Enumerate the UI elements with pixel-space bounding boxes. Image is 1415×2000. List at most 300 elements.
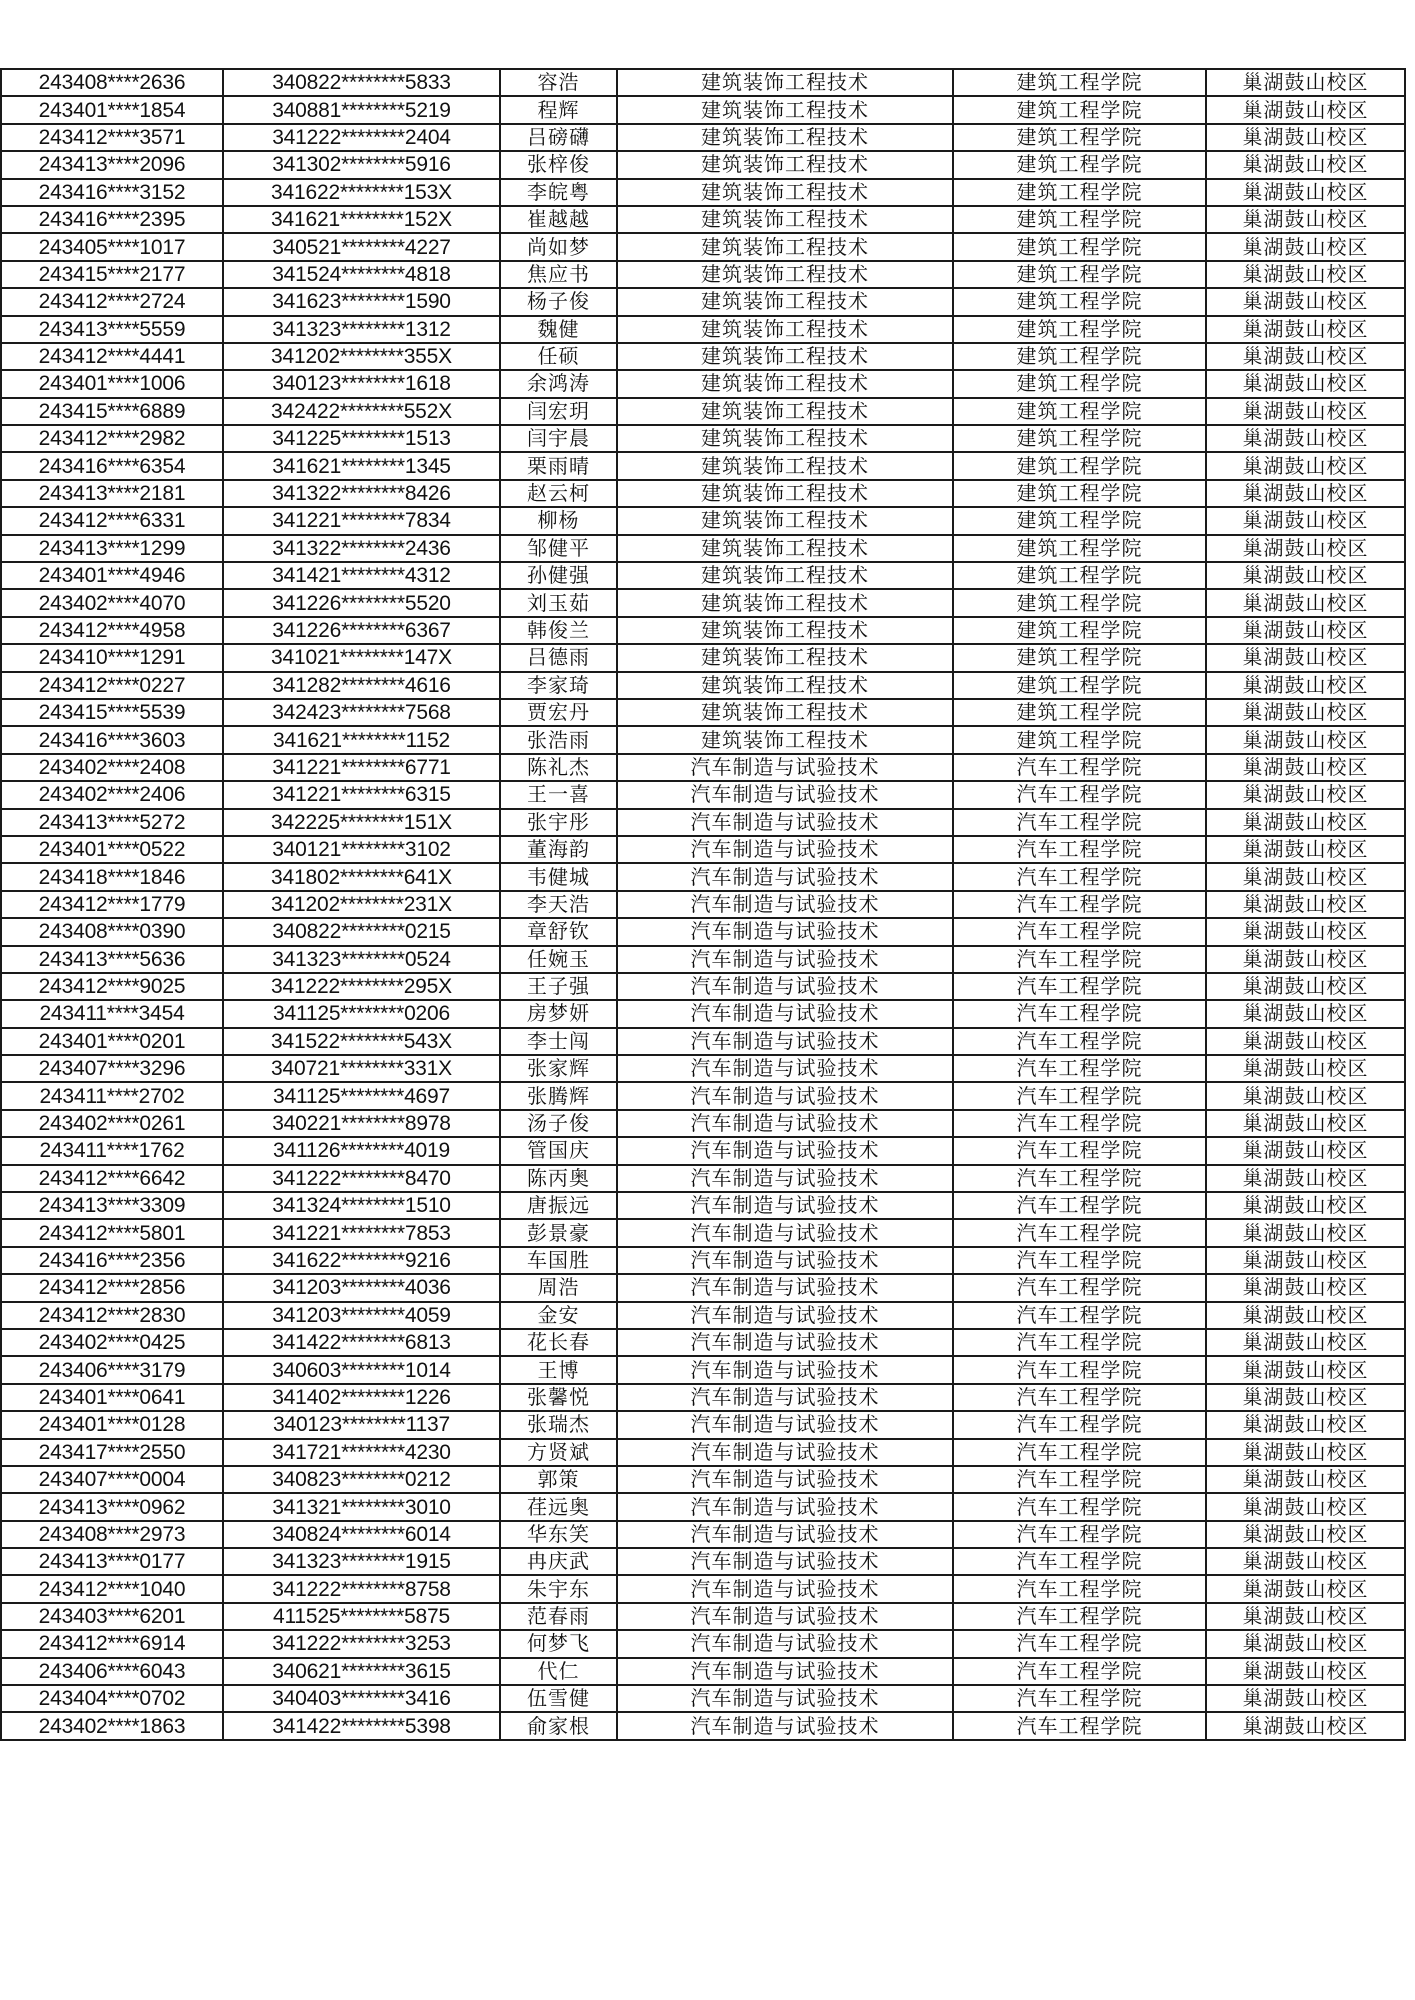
exam-number-cell: 243410****1291 [1, 644, 223, 671]
major-cell: 汽车制造与试验技术 [617, 1082, 953, 1109]
major-cell: 建筑装饰工程技术 [617, 507, 953, 534]
name-cell: 董海韵 [500, 836, 617, 863]
table-row [1, 1274, 1405, 1301]
name-cell: 任硕 [500, 343, 617, 370]
major-cell: 建筑装饰工程技术 [617, 206, 953, 233]
campus-cell: 巢湖鼓山校区 [1206, 1411, 1405, 1438]
campus-cell: 巢湖鼓山校区 [1206, 1493, 1405, 1520]
exam-number-cell: 243413****2096 [1, 151, 223, 178]
id-number-cell: 341321********3010 [223, 1493, 500, 1520]
college-cell: 汽车工程学院 [953, 1575, 1206, 1602]
name-cell: 杨子俊 [500, 288, 617, 315]
exam-number-cell: 243412****2856 [1, 1274, 223, 1301]
id-number-cell: 341222********8758 [223, 1575, 500, 1602]
exam-number-cell: 243416****3152 [1, 179, 223, 206]
table-row [1, 1575, 1405, 1602]
exam-number-cell: 243413****0962 [1, 1493, 223, 1520]
table-row [1, 699, 1405, 726]
name-cell: 闫宏玥 [500, 398, 617, 425]
college-cell: 建筑工程学院 [953, 316, 1206, 343]
college-cell: 汽车工程学院 [953, 1411, 1206, 1438]
id-number-cell: 340881********5219 [223, 96, 500, 123]
name-cell: 魏健 [500, 316, 617, 343]
id-number-cell: 341126********4019 [223, 1137, 500, 1164]
name-cell: 贾宏丹 [500, 699, 617, 726]
table-row [1, 288, 1405, 315]
table-row [1, 535, 1405, 562]
name-cell: 吕德雨 [500, 644, 617, 671]
campus-cell: 巢湖鼓山校区 [1206, 480, 1405, 507]
id-number-cell: 341225********1513 [223, 425, 500, 452]
campus-cell: 巢湖鼓山校区 [1206, 1247, 1405, 1274]
table-row [1, 69, 1405, 96]
major-cell: 建筑装饰工程技术 [617, 151, 953, 178]
college-cell: 汽车工程学院 [953, 836, 1206, 863]
exam-number-cell: 243402****0261 [1, 1110, 223, 1137]
name-cell: 王博 [500, 1356, 617, 1383]
id-number-cell: 340403********3416 [223, 1685, 500, 1712]
college-cell: 建筑工程学院 [953, 672, 1206, 699]
major-cell: 建筑装饰工程技术 [617, 124, 953, 151]
exam-number-cell: 243415****2177 [1, 261, 223, 288]
campus-cell: 巢湖鼓山校区 [1206, 1685, 1405, 1712]
campus-cell: 巢湖鼓山校区 [1206, 261, 1405, 288]
id-number-cell: 341322********8426 [223, 480, 500, 507]
table-row [1, 1302, 1405, 1329]
college-cell: 建筑工程学院 [953, 398, 1206, 425]
name-cell: 冉庆武 [500, 1548, 617, 1575]
name-cell: 金安 [500, 1302, 617, 1329]
id-number-cell: 341221********7834 [223, 507, 500, 534]
college-cell: 建筑工程学院 [953, 507, 1206, 534]
major-cell: 建筑装饰工程技术 [617, 370, 953, 397]
name-cell: 陈礼杰 [500, 754, 617, 781]
campus-cell: 巢湖鼓山校区 [1206, 699, 1405, 726]
exam-number-cell: 243413****1299 [1, 535, 223, 562]
major-cell: 汽车制造与试验技术 [617, 1219, 953, 1246]
student-list-table [0, 68, 1406, 1741]
table-row [1, 617, 1405, 644]
major-cell: 汽车制造与试验技术 [617, 1603, 953, 1630]
id-number-cell: 341422********5398 [223, 1712, 500, 1739]
exam-number-cell: 243401****0522 [1, 836, 223, 863]
table-row [1, 343, 1405, 370]
campus-cell: 巢湖鼓山校区 [1206, 507, 1405, 534]
campus-cell: 巢湖鼓山校区 [1206, 1137, 1405, 1164]
exam-number-cell: 243412****6642 [1, 1165, 223, 1192]
college-cell: 汽车工程学院 [953, 1329, 1206, 1356]
name-cell: 张浩雨 [500, 726, 617, 753]
name-cell: 柳杨 [500, 507, 617, 534]
campus-cell: 巢湖鼓山校区 [1206, 1110, 1405, 1137]
college-cell: 建筑工程学院 [953, 179, 1206, 206]
id-number-cell: 341202********355X [223, 343, 500, 370]
exam-number-cell: 243403****6201 [1, 1603, 223, 1630]
campus-cell: 巢湖鼓山校区 [1206, 96, 1405, 123]
exam-number-cell: 243401****1854 [1, 96, 223, 123]
campus-cell: 巢湖鼓山校区 [1206, 1521, 1405, 1548]
table-row [1, 233, 1405, 260]
campus-cell: 巢湖鼓山校区 [1206, 644, 1405, 671]
exam-number-cell: 243412****4441 [1, 343, 223, 370]
college-cell: 汽车工程学院 [953, 1274, 1206, 1301]
campus-cell: 巢湖鼓山校区 [1206, 1028, 1405, 1055]
campus-cell: 巢湖鼓山校区 [1206, 863, 1405, 890]
campus-cell: 巢湖鼓山校区 [1206, 1384, 1405, 1411]
table-row [1, 1192, 1405, 1219]
college-cell: 汽车工程学院 [953, 1439, 1206, 1466]
name-cell: 闫宇晨 [500, 425, 617, 452]
college-cell: 汽车工程学院 [953, 1192, 1206, 1219]
college-cell: 建筑工程学院 [953, 151, 1206, 178]
id-number-cell: 340121********3102 [223, 836, 500, 863]
name-cell: 朱宇东 [500, 1575, 617, 1602]
campus-cell: 巢湖鼓山校区 [1206, 398, 1405, 425]
table-row [1, 946, 1405, 973]
major-cell: 建筑装饰工程技术 [617, 96, 953, 123]
table-row [1, 644, 1405, 671]
campus-cell: 巢湖鼓山校区 [1206, 1466, 1405, 1493]
name-cell: 韩俊兰 [500, 617, 617, 644]
name-cell: 章舒钦 [500, 918, 617, 945]
exam-number-cell: 243415****6889 [1, 398, 223, 425]
table-row [1, 206, 1405, 233]
major-cell: 汽车制造与试验技术 [617, 918, 953, 945]
campus-cell: 巢湖鼓山校区 [1206, 809, 1405, 836]
table-row [1, 1082, 1405, 1109]
table-row [1, 754, 1405, 781]
id-number-cell: 341324********1510 [223, 1192, 500, 1219]
table-row [1, 1356, 1405, 1383]
college-cell: 建筑工程学院 [953, 124, 1206, 151]
table-row [1, 425, 1405, 452]
name-cell: 张宇彤 [500, 809, 617, 836]
name-cell: 管国庆 [500, 1137, 617, 1164]
table-row [1, 1165, 1405, 1192]
exam-number-cell: 243412****9025 [1, 973, 223, 1000]
table-row [1, 1329, 1405, 1356]
name-cell: 彭景豪 [500, 1219, 617, 1246]
id-number-cell: 340721********331X [223, 1055, 500, 1082]
college-cell: 汽车工程学院 [953, 1219, 1206, 1246]
campus-cell: 巢湖鼓山校区 [1206, 1712, 1405, 1739]
id-number-cell: 342225********151X [223, 809, 500, 836]
college-cell: 建筑工程学院 [953, 288, 1206, 315]
campus-cell: 巢湖鼓山校区 [1206, 370, 1405, 397]
table-row [1, 891, 1405, 918]
table-row [1, 1137, 1405, 1164]
name-cell: 张瑞杰 [500, 1411, 617, 1438]
name-cell: 车国胜 [500, 1247, 617, 1274]
name-cell: 任婉玉 [500, 946, 617, 973]
major-cell: 汽车制造与试验技术 [617, 1439, 953, 1466]
college-cell: 汽车工程学院 [953, 1055, 1206, 1082]
major-cell: 建筑装饰工程技术 [617, 672, 953, 699]
table-row [1, 1219, 1405, 1246]
id-number-cell: 341222********8470 [223, 1165, 500, 1192]
campus-cell: 巢湖鼓山校区 [1206, 425, 1405, 452]
exam-number-cell: 243413****5559 [1, 316, 223, 343]
major-cell: 汽车制造与试验技术 [617, 1247, 953, 1274]
exam-number-cell: 243413****0177 [1, 1548, 223, 1575]
major-cell: 建筑装饰工程技术 [617, 589, 953, 616]
table-row [1, 179, 1405, 206]
major-cell: 汽车制造与试验技术 [617, 1411, 953, 1438]
name-cell: 韦健城 [500, 863, 617, 890]
id-number-cell: 341402********1226 [223, 1384, 500, 1411]
table-row [1, 452, 1405, 479]
table-row [1, 1439, 1405, 1466]
exam-number-cell: 243416****3603 [1, 726, 223, 753]
major-cell: 建筑装饰工程技术 [617, 644, 953, 671]
exam-number-cell: 243407****0004 [1, 1466, 223, 1493]
exam-number-cell: 243412****5801 [1, 1219, 223, 1246]
id-number-cell: 341622********153X [223, 179, 500, 206]
id-number-cell: 341623********1590 [223, 288, 500, 315]
exam-number-cell: 243402****2408 [1, 754, 223, 781]
name-cell: 张馨悦 [500, 1384, 617, 1411]
exam-number-cell: 243412****0227 [1, 672, 223, 699]
major-cell: 建筑装饰工程技术 [617, 316, 953, 343]
major-cell: 汽车制造与试验技术 [617, 1548, 953, 1575]
exam-number-cell: 243412****6331 [1, 507, 223, 534]
college-cell: 建筑工程学院 [953, 535, 1206, 562]
name-cell: 邹健平 [500, 535, 617, 562]
campus-cell: 巢湖鼓山校区 [1206, 754, 1405, 781]
college-cell: 汽车工程学院 [953, 1165, 1206, 1192]
campus-cell: 巢湖鼓山校区 [1206, 124, 1405, 151]
exam-number-cell: 243408****2973 [1, 1521, 223, 1548]
name-cell: 李天浩 [500, 891, 617, 918]
id-number-cell: 340521********4227 [223, 233, 500, 260]
id-number-cell: 341222********3253 [223, 1630, 500, 1657]
table-row [1, 96, 1405, 123]
major-cell: 汽车制造与试验技术 [617, 1630, 953, 1657]
id-number-cell: 341421********4312 [223, 562, 500, 589]
exam-number-cell: 243401****0128 [1, 1411, 223, 1438]
table-row [1, 261, 1405, 288]
id-number-cell: 341621********1345 [223, 452, 500, 479]
campus-cell: 巢湖鼓山校区 [1206, 1274, 1405, 1301]
exam-number-cell: 243413****5272 [1, 809, 223, 836]
major-cell: 汽车制造与试验技术 [617, 1137, 953, 1164]
college-cell: 汽车工程学院 [953, 891, 1206, 918]
campus-cell: 巢湖鼓山校区 [1206, 206, 1405, 233]
major-cell: 汽车制造与试验技术 [617, 1384, 953, 1411]
id-number-cell: 341621********1152 [223, 726, 500, 753]
table-body [1, 69, 1405, 1740]
exam-number-cell: 243401****0641 [1, 1384, 223, 1411]
id-number-cell: 341202********231X [223, 891, 500, 918]
college-cell: 建筑工程学院 [953, 452, 1206, 479]
college-cell: 建筑工程学院 [953, 589, 1206, 616]
major-cell: 汽车制造与试验技术 [617, 754, 953, 781]
major-cell: 建筑装饰工程技术 [617, 452, 953, 479]
exam-number-cell: 243402****4070 [1, 589, 223, 616]
campus-cell: 巢湖鼓山校区 [1206, 233, 1405, 260]
id-number-cell: 341621********152X [223, 206, 500, 233]
id-number-cell: 341125********4697 [223, 1082, 500, 1109]
major-cell: 汽车制造与试验技术 [617, 1712, 953, 1739]
exam-number-cell: 243413****3309 [1, 1192, 223, 1219]
name-cell: 陈丙奥 [500, 1165, 617, 1192]
college-cell: 建筑工程学院 [953, 644, 1206, 671]
college-cell: 汽车工程学院 [953, 1000, 1206, 1027]
campus-cell: 巢湖鼓山校区 [1206, 1055, 1405, 1082]
major-cell: 汽车制造与试验技术 [617, 863, 953, 890]
exam-number-cell: 243411****1762 [1, 1137, 223, 1164]
name-cell: 范春雨 [500, 1603, 617, 1630]
college-cell: 汽车工程学院 [953, 1603, 1206, 1630]
campus-cell: 巢湖鼓山校区 [1206, 151, 1405, 178]
major-cell: 汽车制造与试验技术 [617, 1000, 953, 1027]
major-cell: 建筑装饰工程技术 [617, 288, 953, 315]
college-cell: 建筑工程学院 [953, 699, 1206, 726]
name-cell: 栗雨晴 [500, 452, 617, 479]
campus-cell: 巢湖鼓山校区 [1206, 617, 1405, 644]
id-number-cell: 341422********6813 [223, 1329, 500, 1356]
exam-number-cell: 243413****2181 [1, 480, 223, 507]
major-cell: 汽车制造与试验技术 [617, 891, 953, 918]
name-cell: 汤子俊 [500, 1110, 617, 1137]
college-cell: 汽车工程学院 [953, 1521, 1206, 1548]
exam-number-cell: 243412****1779 [1, 891, 223, 918]
exam-number-cell: 243405****1017 [1, 233, 223, 260]
major-cell: 汽车制造与试验技术 [617, 1274, 953, 1301]
exam-number-cell: 243402****1863 [1, 1712, 223, 1739]
table-row [1, 1466, 1405, 1493]
table-row [1, 1411, 1405, 1438]
college-cell: 汽车工程学院 [953, 918, 1206, 945]
name-cell: 华东笑 [500, 1521, 617, 1548]
college-cell: 汽车工程学院 [953, 1356, 1206, 1383]
id-number-cell: 341203********4036 [223, 1274, 500, 1301]
major-cell: 汽车制造与试验技术 [617, 1329, 953, 1356]
college-cell: 汽车工程学院 [953, 946, 1206, 973]
name-cell: 李皖粤 [500, 179, 617, 206]
name-cell: 焦应书 [500, 261, 617, 288]
exam-number-cell: 243416****2395 [1, 206, 223, 233]
name-cell: 张梓俊 [500, 151, 617, 178]
id-number-cell: 340621********3615 [223, 1658, 500, 1685]
major-cell: 建筑装饰工程技术 [617, 425, 953, 452]
college-cell: 汽车工程学院 [953, 1137, 1206, 1164]
college-cell: 建筑工程学院 [953, 425, 1206, 452]
name-cell: 容浩 [500, 69, 617, 96]
exam-number-cell: 243416****6354 [1, 452, 223, 479]
exam-number-cell: 243416****2356 [1, 1247, 223, 1274]
id-number-cell: 341802********641X [223, 863, 500, 890]
table-row [1, 672, 1405, 699]
college-cell: 汽车工程学院 [953, 1548, 1206, 1575]
college-cell: 建筑工程学院 [953, 69, 1206, 96]
college-cell: 建筑工程学院 [953, 617, 1206, 644]
exam-number-cell: 243412****2982 [1, 425, 223, 452]
table-row [1, 1548, 1405, 1575]
table-row [1, 1712, 1405, 1739]
table-row [1, 124, 1405, 151]
name-cell: 唐振远 [500, 1192, 617, 1219]
major-cell: 建筑装饰工程技术 [617, 535, 953, 562]
name-cell: 花长春 [500, 1329, 617, 1356]
table-row [1, 809, 1405, 836]
name-cell: 郭策 [500, 1466, 617, 1493]
id-number-cell: 340824********6014 [223, 1521, 500, 1548]
id-number-cell: 340123********1137 [223, 1411, 500, 1438]
id-number-cell: 341721********4230 [223, 1439, 500, 1466]
campus-cell: 巢湖鼓山校区 [1206, 316, 1405, 343]
id-number-cell: 340221********8978 [223, 1110, 500, 1137]
major-cell: 汽车制造与试验技术 [617, 836, 953, 863]
exam-number-cell: 243407****3296 [1, 1055, 223, 1082]
major-cell: 汽车制造与试验技术 [617, 781, 953, 808]
major-cell: 汽车制造与试验技术 [617, 809, 953, 836]
major-cell: 汽车制造与试验技术 [617, 1685, 953, 1712]
exam-number-cell: 243411****3454 [1, 1000, 223, 1027]
college-cell: 建筑工程学院 [953, 726, 1206, 753]
campus-cell: 巢湖鼓山校区 [1206, 891, 1405, 918]
major-cell: 汽车制造与试验技术 [617, 1165, 953, 1192]
exam-number-cell: 243406****6043 [1, 1658, 223, 1685]
college-cell: 建筑工程学院 [953, 233, 1206, 260]
id-number-cell: 341226********6367 [223, 617, 500, 644]
table-row [1, 1603, 1405, 1630]
exam-number-cell: 243402****2406 [1, 781, 223, 808]
campus-cell: 巢湖鼓山校区 [1206, 1329, 1405, 1356]
major-cell: 建筑装饰工程技术 [617, 233, 953, 260]
table-row [1, 316, 1405, 343]
table-row [1, 726, 1405, 753]
major-cell: 建筑装饰工程技术 [617, 562, 953, 589]
college-cell: 汽车工程学院 [953, 1466, 1206, 1493]
exam-number-cell: 243412****2724 [1, 288, 223, 315]
id-number-cell: 341323********1312 [223, 316, 500, 343]
name-cell: 方贤斌 [500, 1439, 617, 1466]
major-cell: 汽车制造与试验技术 [617, 1575, 953, 1602]
campus-cell: 巢湖鼓山校区 [1206, 1548, 1405, 1575]
campus-cell: 巢湖鼓山校区 [1206, 1082, 1405, 1109]
id-number-cell: 341226********5520 [223, 589, 500, 616]
name-cell: 崔越越 [500, 206, 617, 233]
exam-number-cell: 243413****5636 [1, 946, 223, 973]
exam-number-cell: 243401****0201 [1, 1028, 223, 1055]
name-cell: 周浩 [500, 1274, 617, 1301]
major-cell: 汽车制造与试验技术 [617, 1658, 953, 1685]
name-cell: 刘玉茹 [500, 589, 617, 616]
table-row [1, 151, 1405, 178]
college-cell: 汽车工程学院 [953, 1384, 1206, 1411]
campus-cell: 巢湖鼓山校区 [1206, 1219, 1405, 1246]
name-cell: 俞家根 [500, 1712, 617, 1739]
campus-cell: 巢湖鼓山校区 [1206, 343, 1405, 370]
id-number-cell: 341021********147X [223, 644, 500, 671]
id-number-cell: 340823********0212 [223, 1466, 500, 1493]
table-row [1, 918, 1405, 945]
major-cell: 建筑装饰工程技术 [617, 617, 953, 644]
exam-number-cell: 243412****1040 [1, 1575, 223, 1602]
college-cell: 汽车工程学院 [953, 973, 1206, 1000]
campus-cell: 巢湖鼓山校区 [1206, 179, 1405, 206]
campus-cell: 巢湖鼓山校区 [1206, 1000, 1405, 1027]
table-row [1, 1000, 1405, 1027]
name-cell: 王一喜 [500, 781, 617, 808]
id-number-cell: 341221********6315 [223, 781, 500, 808]
table-row [1, 1028, 1405, 1055]
college-cell: 建筑工程学院 [953, 370, 1206, 397]
major-cell: 汽车制造与试验技术 [617, 1521, 953, 1548]
table-row [1, 507, 1405, 534]
id-number-cell: 341282********4616 [223, 672, 500, 699]
